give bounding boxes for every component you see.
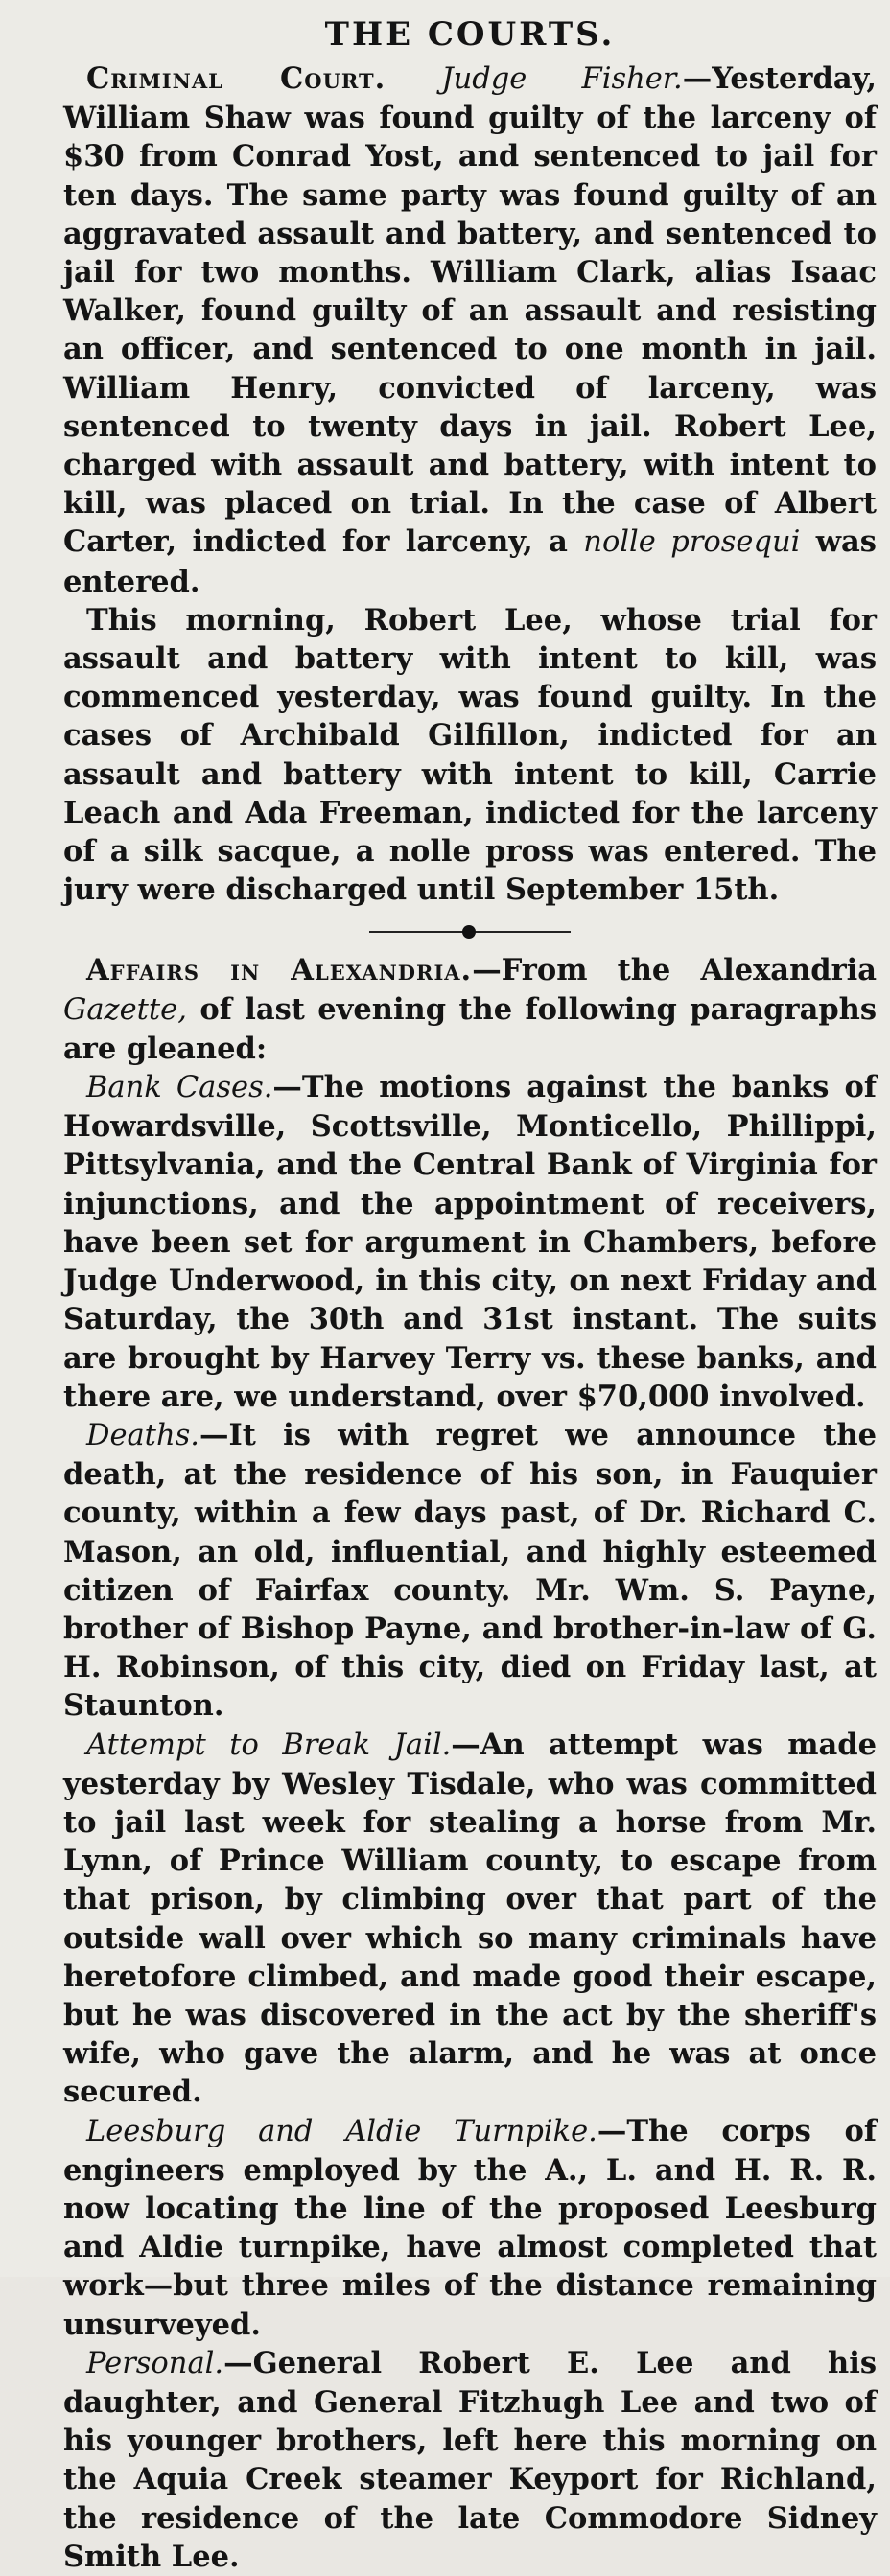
criminal-court-paragraph (63, 59, 877, 601)
bank-cases-paragraph (63, 1068, 877, 1416)
turnpike-head: Leesburg and Aldie Turnpike. (86, 2114, 597, 2148)
personal-head: Personal. (86, 2346, 224, 2380)
alexandria-intro-a: —From the Alexandria (472, 953, 877, 988)
turnpike-text: —The corps of engineers employed by the A., L. and H. R. R. now locating the line of the proposed Leesburg and Aldie turnpike, have almost completed that work—but three miles of the distance remaining unsurveyed. (63, 2113, 877, 2342)
criminal-court-lead: Criminal Court. (86, 61, 386, 96)
bank-cases-text: —The motions against the banks of Howardsville, Scottsville, Monticello, Phillippi, Pittsylvania, and the Central Bank of Virginia for injunctions, and the appointment of receivers, have been set for argument in Chambers, before Judge Underwood, in this city, on next Friday and Saturday, the 30th and 31st instant. The suits are brought by Harvey Terry vs. these banks, and there are, we understand, over $70,000 involved. (63, 1070, 877, 1414)
criminal-court-text: —Yesterday, William Shaw was found guilty of the larceny of $30 from Conrad Yost, and sentenced to jail for ten days. The same party was found guilty of an aggravated assault and battery, and sentenced to jail for two months. William Clark, alias Isaac Walker, found guilty of an assault and resisting an officer, and sentenced to one month in jail. William Henry, convicted of larceny, was sentenced to twenty days in jail. Robert Lee, charged with assault and battery, with intent to kill, was placed on trial. In the case of Albert Carter, indicted for larceny, a (63, 61, 878, 560)
alexandria-lead: Affairs in Alexandria. (86, 953, 473, 988)
turnpike-paragraph (63, 2112, 877, 2344)
alexandria-intro-b: of last evening the following paragraphs are gleaned: (63, 991, 878, 1066)
alexandria-intro (63, 951, 877, 1068)
bank-cases-head: Bank Cases. (86, 1071, 273, 1105)
criminal-court-text-end: was entered. (63, 524, 877, 599)
deaths-text: —It is with regret we announce the death, at the residence of his son, in Fauquier county, within a few days past, of Dr. Richard C. Mason, an old, influential, and highly esteemed citizen of Fairfax county. Mr. Wm. S. Payne, brother of Bishop Payne, and brother-in-law of G. H. Robinson, of this city, died on Friday last, at Staunton. (63, 1417, 877, 1724)
judge-name: Judge Fisher. (441, 62, 683, 96)
personal-paragraph (63, 2344, 877, 2576)
jail-paragraph (63, 1726, 877, 2112)
personal-text: —General Robert E. Lee and his daughter, and General Fitzhugh Lee and two of his younger brothers, left here this morning on the Aquia Creek steamer Keyport for Richland, the residence of the late Commodore Sidney Smith Lee. (63, 2345, 877, 2574)
section-divider (369, 922, 571, 941)
deaths-paragraph (63, 1416, 877, 1726)
nolle-prosequi: nolle prosequi (583, 525, 801, 560)
section-heading: THE COURTS. (324, 15, 616, 54)
jail-text: —An attempt was made yesterday by Wesley Tisdale, who was committed to jail last week for stealing a horse from Mr. Lynn, of Prince William county, to escape from that prison, by climbing over that part of the outside wall over which so many criminals have heretofore climbed, and made good their escape, but he was discovered in the act by the sheriff's wife, who gave the alarm, and he was at once secured. (63, 1727, 877, 2110)
gazette-name: Gazette, (63, 992, 187, 1027)
morning-paragraph: This morning, Robert Lee, whose trial for assault and battery with intent to kill, was commenced yesterday, was found guilty. In the cases of Archibald Gilfillon, indicted for an assault and battery with intent to kill, Carrie Leach and Ada Freeman, indicted for the larceny of a silk sacque, a nolle pross was entered. The jury were discharged until September 15th. (63, 602, 877, 908)
deaths-head: Deaths. (86, 1418, 199, 1452)
jail-head: Attempt to Break Jail. (86, 1728, 452, 1762)
